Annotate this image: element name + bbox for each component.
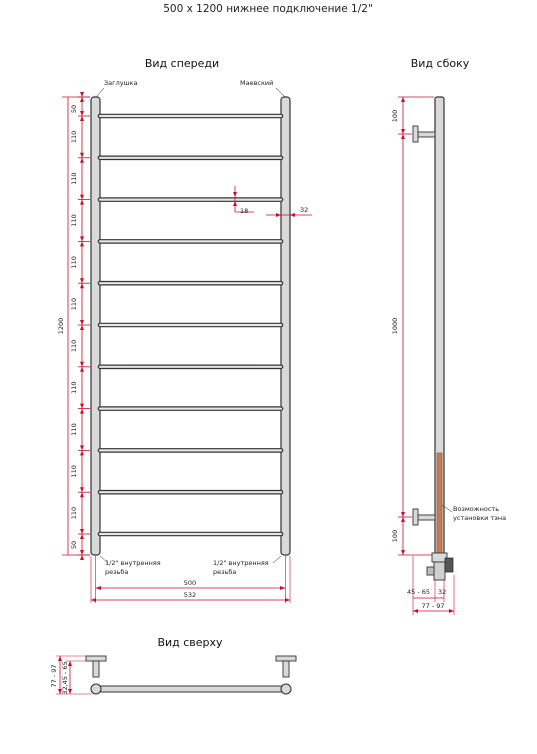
spacing-arrow [80, 529, 84, 534]
dim-spacing-label: 110 [70, 214, 78, 227]
front-view [57, 57, 312, 603]
dim-spacing-label: 110 [70, 256, 78, 269]
spacing-arrow [80, 236, 84, 241]
dim-spacing-label: 110 [70, 423, 78, 436]
top-right-bracket [276, 656, 296, 677]
spacing-arrow [80, 550, 84, 555]
dim-width-total-label: 532 [183, 591, 197, 599]
thread-left-line2: резьба [105, 568, 129, 576]
spacing-arrow [80, 492, 84, 497]
top-view-title: Вид сверху [157, 636, 223, 649]
spacing-arrow [80, 320, 84, 325]
spacing-arrow [80, 450, 84, 455]
spacing-arrow [80, 487, 84, 492]
dim-width-centers-label: 500 [183, 579, 197, 587]
side-dim-offset-label: 45 - 65 [407, 588, 431, 596]
top-dim-offset: 32,45 - 65 [61, 661, 69, 695]
spacing-arrow [80, 97, 84, 102]
dim-spacing-label: 110 [70, 465, 78, 478]
spacing-arrow [80, 555, 84, 560]
dim-spacing-bottom: 50 [70, 540, 78, 550]
top-view [50, 636, 296, 695]
heater-label-line2: установки тэна [453, 514, 507, 522]
dim-spacing-label: 110 [70, 130, 78, 144]
top-right-pipe [281, 684, 291, 694]
spacing-arrow [80, 278, 84, 283]
plug-label: Заглушка [104, 79, 138, 87]
side-dim-column [398, 97, 434, 555]
top-dim-depth: 77 - 97 [50, 664, 58, 688]
dim-spacing-label: 110 [70, 381, 78, 394]
spacing-arrow [80, 325, 84, 330]
spacing-arrow [80, 116, 84, 121]
dim-spacing-labels [70, 131, 78, 520]
spacing-arrow [80, 92, 84, 97]
drawing-title: 500 x 1200 нижнее подключение 1/2" [163, 3, 373, 15]
side-dim-bottom: 100 [391, 529, 399, 543]
dim-total-height [57, 97, 90, 555]
dim-spacing-label: 110 [70, 297, 78, 311]
side-view [391, 57, 506, 615]
dim-bar-label: 18 [240, 207, 249, 215]
spacing-arrow [80, 534, 84, 539]
dim-total-height-label: 1200 [57, 317, 65, 335]
front-view-title: Вид спереди [144, 57, 220, 70]
side-dim-middle: 1000 [391, 317, 399, 335]
spacing-arrow [80, 362, 84, 367]
dim-spacing-label: 110 [70, 172, 78, 185]
mayevsky-label: Маевский [240, 79, 274, 87]
spacing-arrow [80, 409, 84, 414]
plug-leader [96, 88, 104, 97]
dim-spacing-label: 110 [70, 339, 78, 353]
side-top-bracket [413, 126, 435, 142]
dim-spacing-label: 110 [70, 506, 78, 520]
spacing-arrow [80, 367, 84, 372]
dim-pipe-label: 32 [300, 206, 309, 214]
mayevsky-leader [276, 88, 285, 97]
top-left-bracket [86, 656, 106, 677]
heater-label-line1: Возможность [453, 505, 500, 513]
side-bottom-bracket [413, 509, 435, 525]
spacing-arrow [80, 111, 84, 116]
side-dim-top: 100 [391, 109, 399, 123]
dim-spacing-column [78, 92, 90, 560]
spacing-arrow [80, 283, 84, 288]
side-dim-depth-label: 77 - 97 [421, 602, 445, 610]
side-bottom-connector [427, 553, 453, 580]
thread-right-line2: резьба [213, 568, 237, 576]
front-bars [100, 116, 281, 534]
side-view-title: Вид сбоку [410, 57, 470, 70]
spacing-arrow [80, 445, 84, 450]
thread-right-line1: 1/2" внутренняя [213, 559, 269, 567]
top-left-pipe [91, 684, 101, 694]
top-bar [96, 686, 286, 692]
thread-right-leader [273, 556, 281, 563]
spacing-arrow [80, 200, 84, 205]
spacing-arrow [80, 153, 84, 158]
spacing-arrow [80, 195, 84, 200]
spacing-arrow [80, 158, 84, 163]
thread-left-line1: 1/2" внутренняя [105, 559, 161, 567]
dim-spacing-top: 50 [70, 104, 78, 114]
spacing-arrow [80, 404, 84, 409]
side-dim-offset-pipe-label: 32 [438, 588, 447, 596]
spacing-arrow [80, 241, 84, 246]
heater-element [437, 453, 442, 555]
